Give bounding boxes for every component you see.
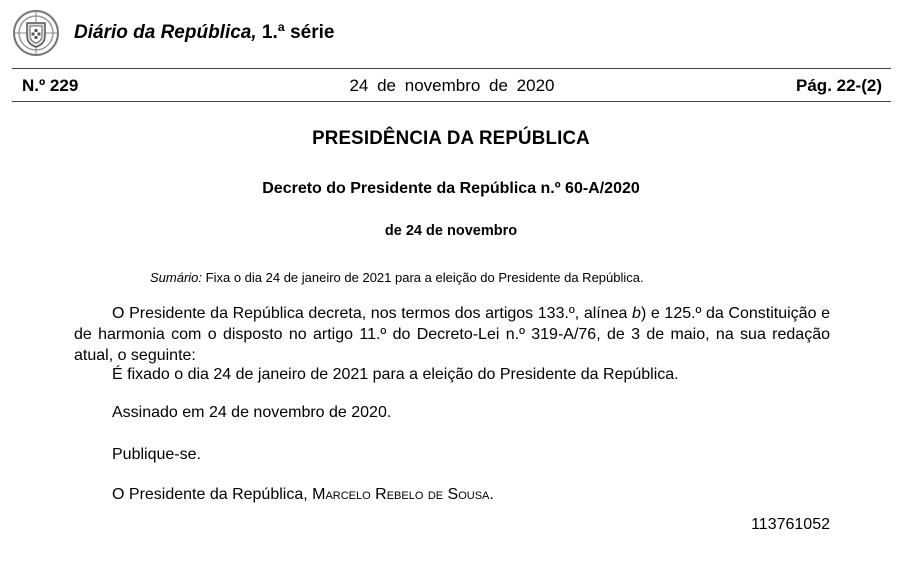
paragraph-decree-text-2: ) e 125.º da Constituição e de harmonia com o disposto no artigo 11.º do Decreto-Lei n.º 319-A/76, de 3 de maio, na sua redação atual, o seguinte: — [74, 305, 830, 364]
issue-number: N.º 229 — [22, 76, 79, 95]
top-divider — [12, 68, 891, 69]
reference-code: 113761052 — [751, 516, 830, 533]
decree-date: de 24 de novembro — [384, 223, 518, 239]
paragraph-decree-text-1: O Presidente da República decreta, nos termos dos artigos 133.º, alínea — [112, 305, 633, 322]
publication-header — [12, 8, 892, 58]
publication-title — [74, 22, 334, 44]
summary-text: Fixa o dia 24 de janeiro de 2021 para a eleição do Presidente da República. — [202, 270, 644, 285]
signatory-prefix: O Presidente da República, — [112, 486, 313, 503]
summary-label: Sumário: — [150, 270, 203, 285]
paragraph-fixed-date: É fixado o dia 24 de janeiro de 2021 para a eleição do Presidente da República. — [112, 366, 679, 383]
issue-date: 24 de novembro de 2020 — [349, 76, 555, 95]
coat-of-arms-icon — [12, 8, 60, 58]
paragraph-publish: Publique-se. — [112, 446, 201, 463]
signatory-name: Marcelo Rebelo de Sousa — [312, 486, 490, 503]
summary — [150, 270, 644, 285]
bottom-divider — [12, 101, 891, 102]
paragraph-signatory — [112, 486, 494, 504]
paragraph-decree — [74, 303, 830, 366]
paragraph-decree-italic: b — [632, 305, 641, 322]
decree-title: Decreto do Presidente da República n.º 60-A/2020 — [262, 180, 640, 197]
page-number: Pág. 22-(2) — [796, 76, 882, 95]
signatory-suffix: . — [489, 486, 494, 503]
section-heading: PRESIDÊNCIA DA REPÚBLICA — [312, 127, 590, 149]
publication-series: 1.ª série — [256, 22, 335, 43]
paragraph-signed: Assinado em 24 de novembro de 2020. — [112, 404, 392, 421]
issue-info-bar — [22, 76, 882, 96]
publication-name: Diário da República, — [74, 22, 257, 43]
